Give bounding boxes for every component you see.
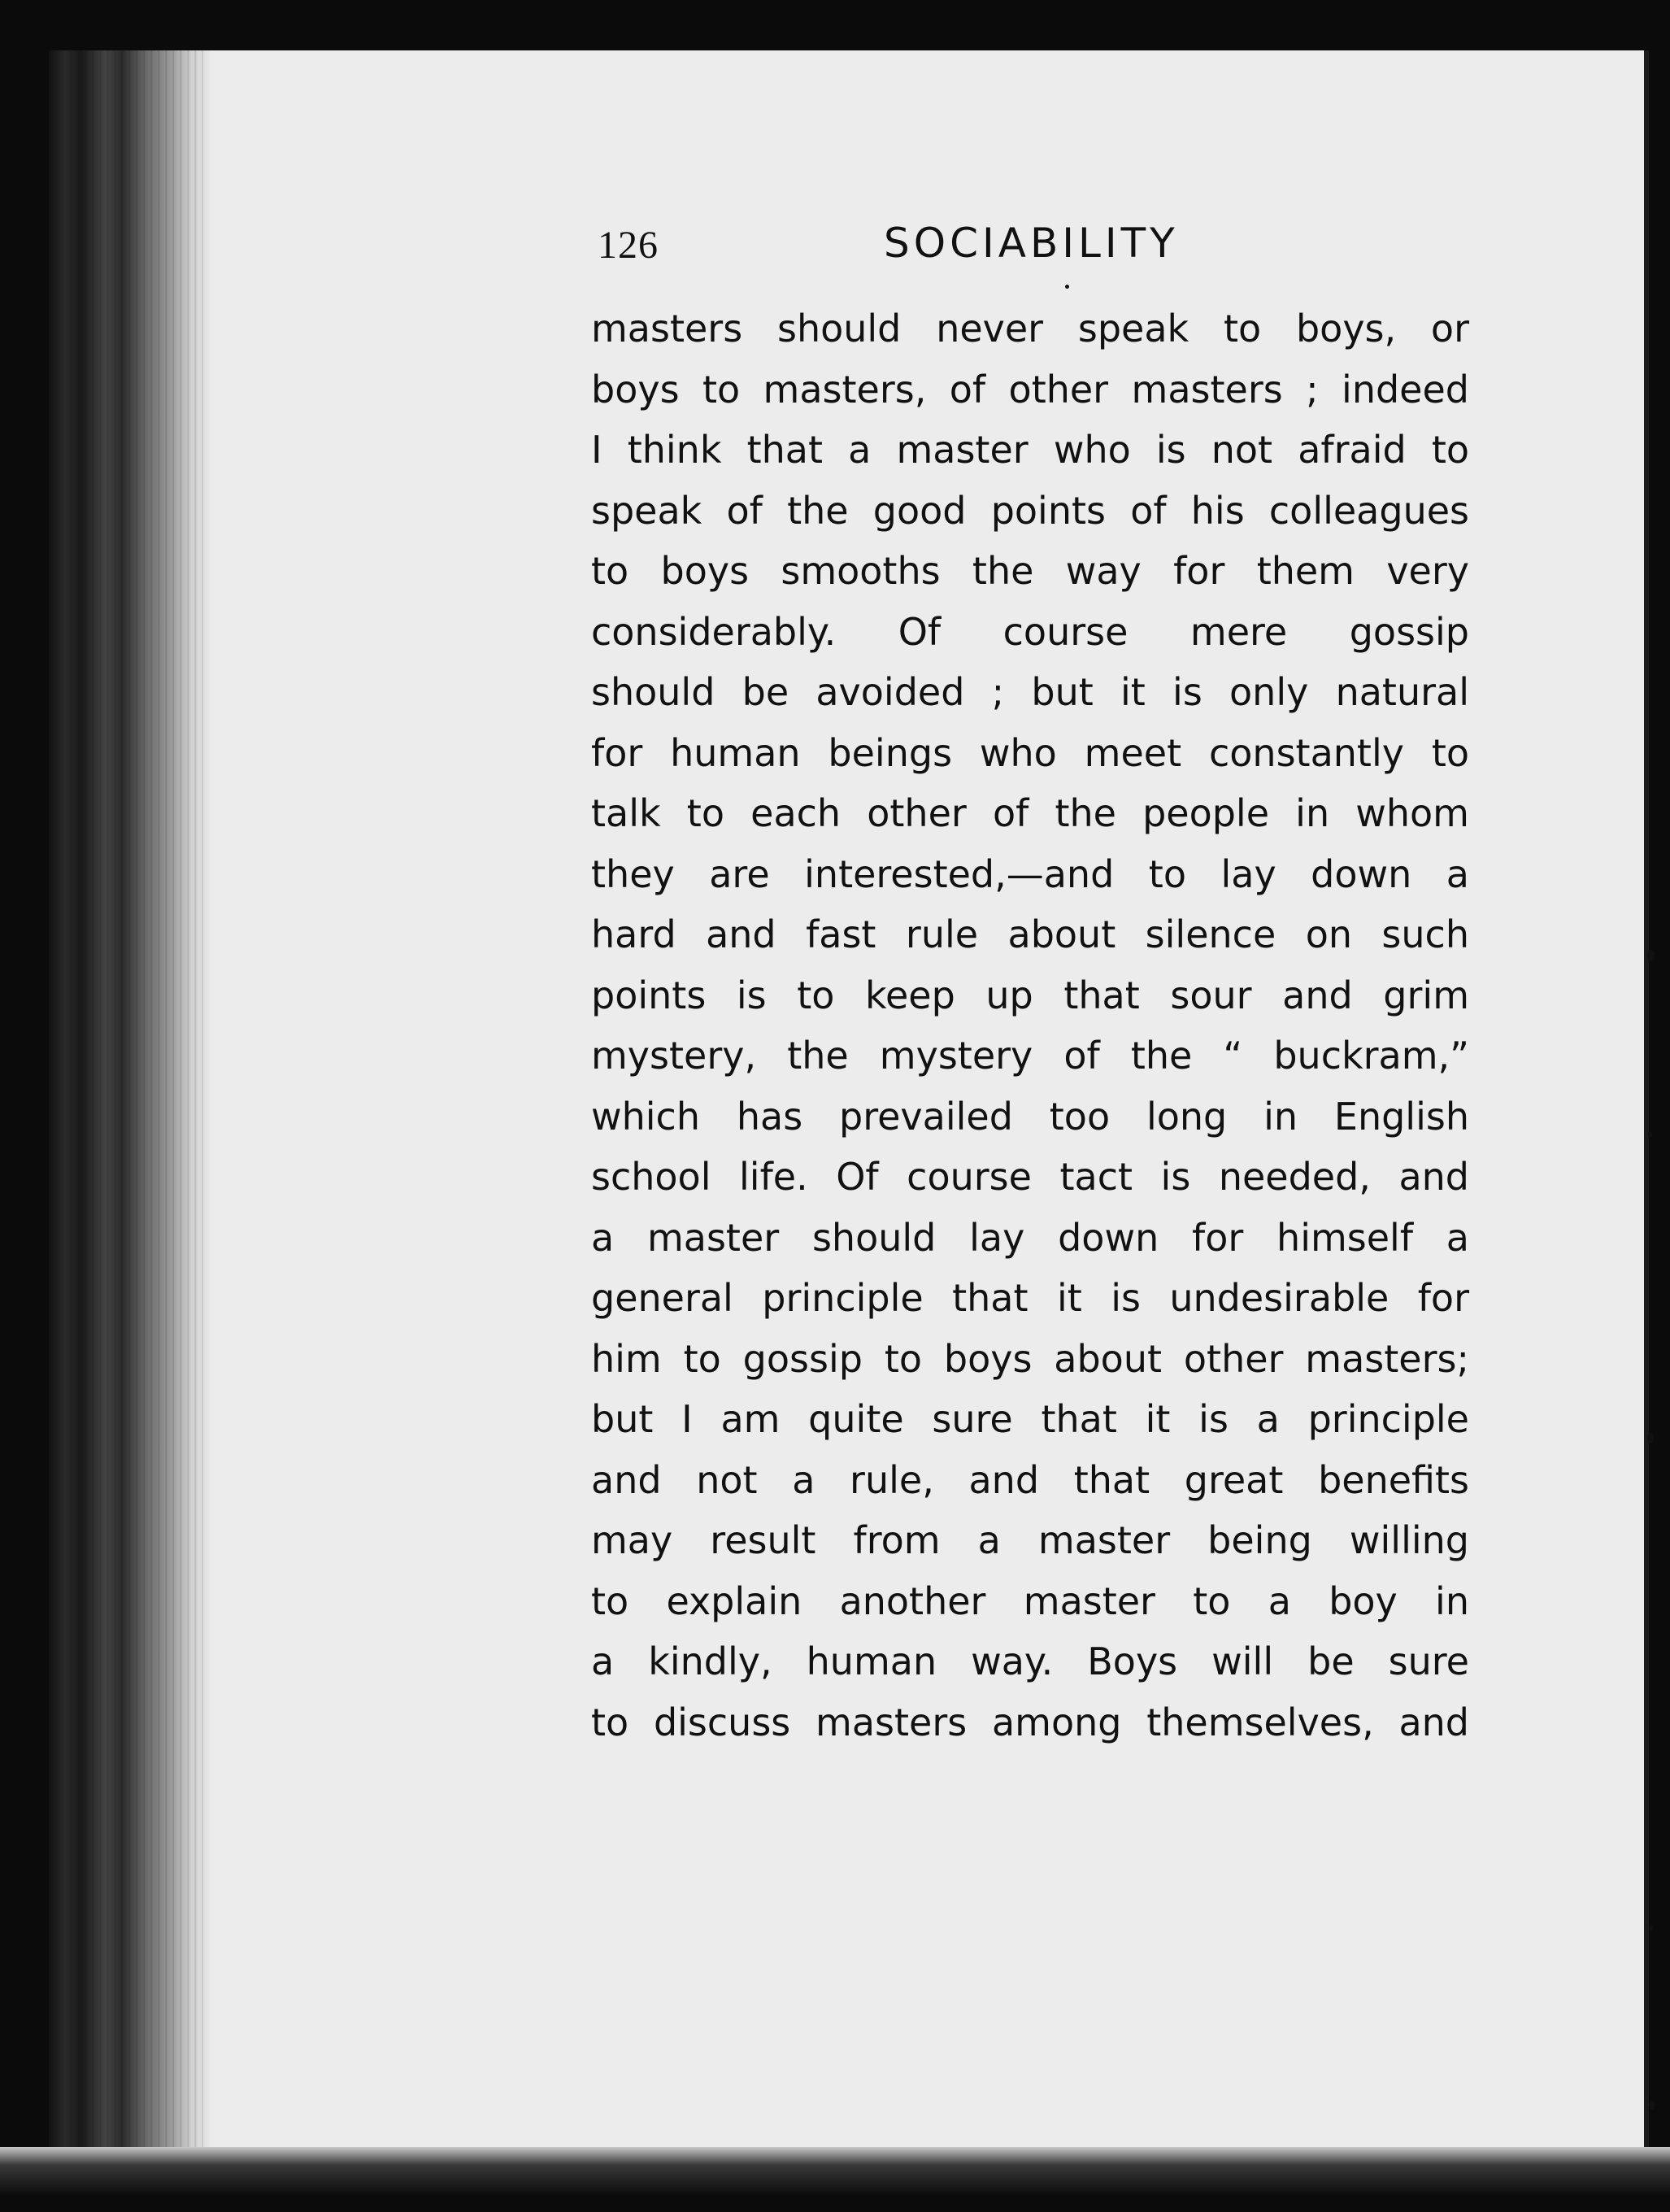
text-line: masters should never speak to boys, or (591, 307, 1469, 351)
text-line: boys to masters, of other masters ; indeed (591, 367, 1469, 411)
scan-speck (1065, 285, 1069, 289)
text-line: hard and fast rule about silence on such (591, 912, 1469, 956)
book-edge-texture (65, 50, 203, 2205)
scan-speck (1649, 2101, 1655, 2110)
text-line: school life. Of course tact is needed, and (591, 1155, 1469, 1199)
text-line: a kindly, human way. Boys will be sure (591, 1639, 1469, 1683)
page-number: 126 (598, 224, 659, 267)
page-header (598, 220, 1468, 276)
text-line: mystery, the mystery of the “ buckram,” (591, 1034, 1469, 1078)
scan-speck (1648, 1131, 1652, 1138)
text-line: general principle that it is undesirable for (591, 1276, 1469, 1320)
text-line: speak of the good points of his colleagues (591, 488, 1469, 533)
text-line: points is to keep up that sour and grim (591, 973, 1469, 1017)
bottom-page-edge (0, 2147, 1670, 2212)
scan-speck (1647, 1433, 1654, 1443)
text-line: a master should lay down for himself a (591, 1215, 1469, 1260)
right-page-edge (1644, 50, 1649, 2165)
text-line: for human beings who meet constantly to (591, 730, 1469, 775)
text-line: to explain another master to a boy in (591, 1578, 1469, 1623)
text-line: and not a rule, and that great benefits (591, 1457, 1469, 1502)
scan-speck (1649, 1925, 1653, 1931)
body-text (591, 298, 1469, 1753)
text-line: which has prevailed too long in English (591, 1094, 1469, 1139)
text-line: may result from a master being willing (591, 1518, 1469, 1562)
text-line: to boys smooths the way for them very (591, 549, 1469, 593)
text-line: should be avoided ; but it is only natural (591, 670, 1469, 714)
scan-speck (1647, 950, 1655, 961)
text-line: but I am quite sure that it is a principle (591, 1397, 1469, 1441)
text-line: they are interested,—and to lay down a (591, 851, 1469, 896)
text-line: to discuss masters among themselves, and (591, 1700, 1469, 1744)
text-line: him to gossip to boys about other masters; (591, 1336, 1469, 1381)
text-line: talk to each other of the people in whom (591, 791, 1469, 835)
right-margin-shadow (1649, 50, 1670, 2205)
text-line: I think that a master who is not afraid to (591, 428, 1469, 472)
text-line: considerably. Of course mere gossip (591, 609, 1469, 654)
running-title: SOCIABILITY (884, 220, 1179, 267)
